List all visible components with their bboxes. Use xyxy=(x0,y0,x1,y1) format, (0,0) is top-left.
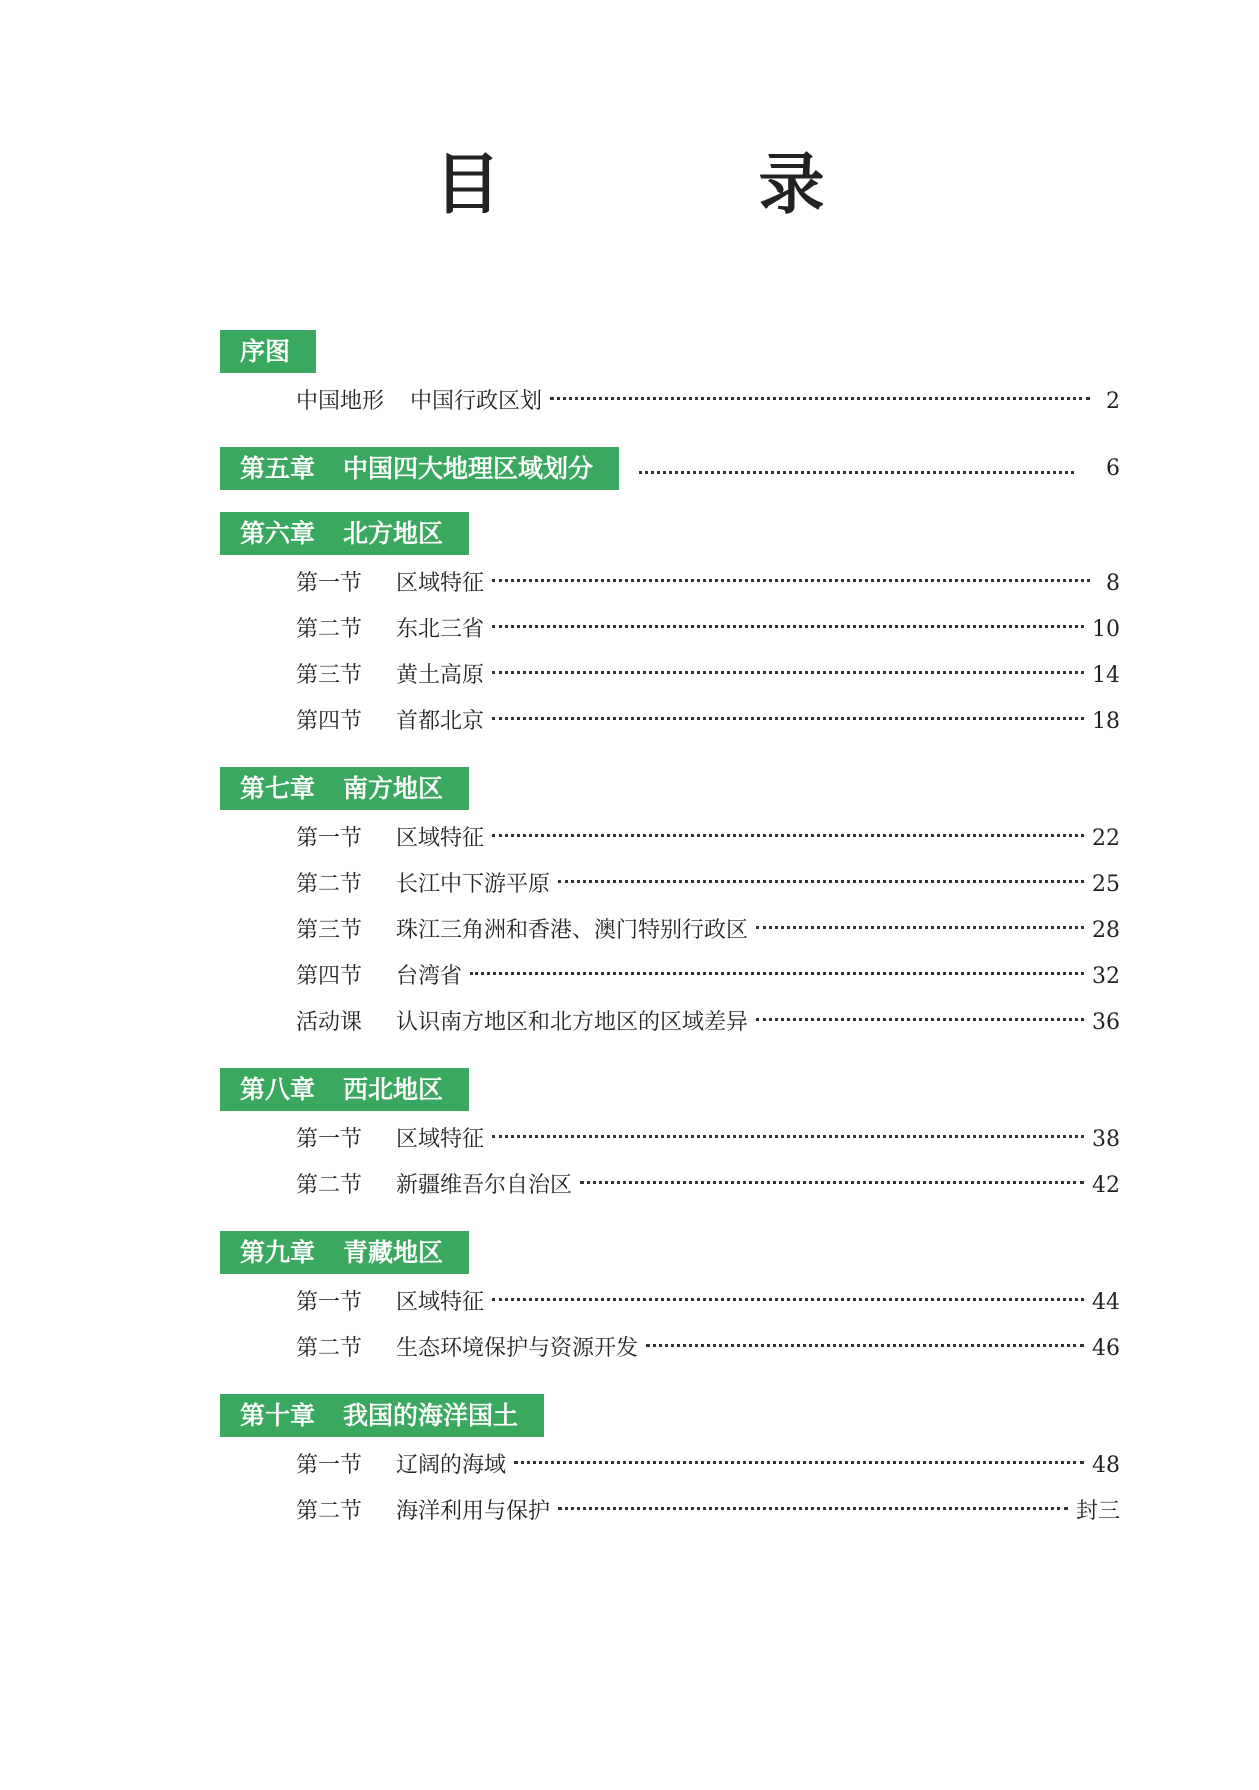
chapter-heading[interactable] xyxy=(220,1231,469,1274)
entry-title: 区域特征 xyxy=(396,571,485,596)
toc-entry[interactable] xyxy=(296,379,1120,425)
chapter-number: 第七章 xyxy=(240,774,316,803)
toc-entry[interactable] xyxy=(296,1163,1120,1209)
entry-title: 台湾省 xyxy=(396,964,463,989)
toc-entry[interactable] xyxy=(296,1443,1120,1489)
toc-entry[interactable] xyxy=(296,862,1120,908)
chapter-heading[interactable] xyxy=(220,767,469,810)
entry-title: 黄土高原 xyxy=(396,663,485,688)
entry-page: 8 xyxy=(1106,571,1120,596)
leader-dots xyxy=(646,1344,1084,1347)
entry-section: 第四节 xyxy=(296,709,363,734)
entry-page: 25 xyxy=(1092,872,1120,897)
chapter-page: 6 xyxy=(1106,456,1120,481)
leader-dots xyxy=(492,579,1090,582)
entry-page: 18 xyxy=(1092,709,1120,734)
entry-section: 第一节 xyxy=(296,1290,363,1315)
chapter-number: 第八章 xyxy=(240,1075,316,1104)
leader-dots xyxy=(550,397,1090,400)
entry-title: 中国行政区划 xyxy=(410,389,543,414)
entry-page: 48 xyxy=(1092,1453,1120,1478)
entry-section: 第二节 xyxy=(296,617,363,642)
leader-dots xyxy=(470,972,1084,975)
chapter-number: 第五章 xyxy=(240,454,316,483)
entry-section: 第一节 xyxy=(296,571,363,596)
entry-page: 10 xyxy=(1092,617,1120,642)
toc-entry[interactable] xyxy=(296,908,1120,954)
chapter-heading[interactable] xyxy=(220,447,619,490)
entry-title: 区域特征 xyxy=(396,1290,485,1315)
entry-title: 生态环境保护与资源开发 xyxy=(396,1336,639,1361)
leader-dots xyxy=(492,717,1084,720)
chapter-group xyxy=(220,1068,1120,1209)
toc-entry[interactable] xyxy=(296,561,1120,607)
entry-section: 中国地形 xyxy=(296,389,385,414)
entry-section: 第一节 xyxy=(296,826,363,851)
entry-page: 46 xyxy=(1092,1336,1120,1361)
entry-page: 28 xyxy=(1092,918,1120,943)
entry-section: 第一节 xyxy=(296,1453,363,1478)
chapter-number: 第十章 xyxy=(240,1401,316,1430)
chapter-group xyxy=(220,1394,1120,1535)
toc-entry[interactable] xyxy=(296,653,1120,699)
entry-title: 区域特征 xyxy=(396,1127,485,1152)
leader-dots xyxy=(558,880,1084,883)
leader-dots xyxy=(580,1181,1084,1184)
entry-page: 封三 xyxy=(1075,1499,1120,1524)
entry-page: 2 xyxy=(1106,389,1120,414)
chapter-title: 西北地区 xyxy=(343,1075,444,1104)
entry-title: 认识南方地区和北方地区的区域差异 xyxy=(396,1010,749,1035)
chapter-heading[interactable] xyxy=(220,1394,544,1437)
entry-section: 第二节 xyxy=(296,872,363,897)
preface-label[interactable]: 序图 xyxy=(220,330,316,373)
entry-section: 第二节 xyxy=(296,1336,363,1361)
entry-page: 22 xyxy=(1092,826,1120,851)
chapter-heading[interactable] xyxy=(220,1068,469,1111)
chapter-title: 中国四大地理区域划分 xyxy=(343,454,594,483)
entry-title: 珠江三角洲和香港、澳门特别行政区 xyxy=(396,918,749,943)
entry-section: 第四节 xyxy=(296,964,363,989)
toc-entry[interactable] xyxy=(296,1326,1120,1372)
entry-section: 第一节 xyxy=(296,1127,363,1152)
toc-entry[interactable] xyxy=(296,699,1120,745)
entry-section: 第三节 xyxy=(296,663,363,688)
leader-dots xyxy=(514,1461,1084,1464)
entry-section: 第二节 xyxy=(296,1173,363,1198)
chapter-number: 第九章 xyxy=(240,1238,316,1267)
entry-page: 14 xyxy=(1092,663,1120,688)
chapter-group xyxy=(220,447,1120,490)
chapter-title: 青藏地区 xyxy=(343,1238,444,1267)
entry-page: 42 xyxy=(1092,1173,1120,1198)
toc-entry[interactable] xyxy=(296,607,1120,653)
leader-dots xyxy=(492,1135,1084,1138)
chapter-group xyxy=(220,512,1120,745)
chapter-number: 第六章 xyxy=(240,519,316,548)
leader-dots xyxy=(756,1018,1084,1021)
entry-page: 44 xyxy=(1092,1290,1120,1315)
entry-page: 32 xyxy=(1092,964,1120,989)
toc-entry[interactable] xyxy=(296,1117,1120,1163)
table-of-contents xyxy=(220,330,1120,1557)
entry-title: 区域特征 xyxy=(396,826,485,851)
toc-entry[interactable] xyxy=(296,1280,1120,1326)
leader-dots xyxy=(558,1507,1068,1510)
preface-group xyxy=(220,330,1120,425)
toc-entry[interactable] xyxy=(296,954,1120,1000)
leader-dots xyxy=(492,671,1084,674)
entry-page: 36 xyxy=(1092,1010,1120,1035)
page-title: 目 录 xyxy=(434,146,921,223)
entry-title: 东北三省 xyxy=(396,617,485,642)
chapter-title: 南方地区 xyxy=(343,774,444,803)
leader-dots xyxy=(492,625,1084,628)
entry-title: 海洋利用与保护 xyxy=(396,1499,551,1524)
chapter-title: 我国的海洋国土 xyxy=(343,1401,519,1430)
leader-dots xyxy=(492,834,1084,837)
toc-entry[interactable] xyxy=(296,816,1120,862)
entry-section: 第三节 xyxy=(296,918,363,943)
chapter-heading[interactable] xyxy=(220,512,469,555)
entry-title: 长江中下游平原 xyxy=(396,872,551,897)
entry-title: 辽阔的海域 xyxy=(396,1453,507,1478)
entry-title: 新疆维吾尔自治区 xyxy=(396,1173,573,1198)
chapter-title: 北方地区 xyxy=(343,519,444,548)
chapter-group xyxy=(220,767,1120,1046)
entry-section: 第二节 xyxy=(296,1499,363,1524)
toc-entry[interactable] xyxy=(296,1489,1120,1535)
entry-page: 38 xyxy=(1092,1127,1120,1152)
entry-title: 首都北京 xyxy=(396,709,485,734)
entry-section: 活动课 xyxy=(296,1010,363,1035)
leader-dots xyxy=(639,471,1074,474)
chapter-group xyxy=(220,1231,1120,1372)
leader-dots xyxy=(492,1298,1084,1301)
leader-dots xyxy=(756,926,1084,929)
toc-entry[interactable] xyxy=(296,1000,1120,1046)
